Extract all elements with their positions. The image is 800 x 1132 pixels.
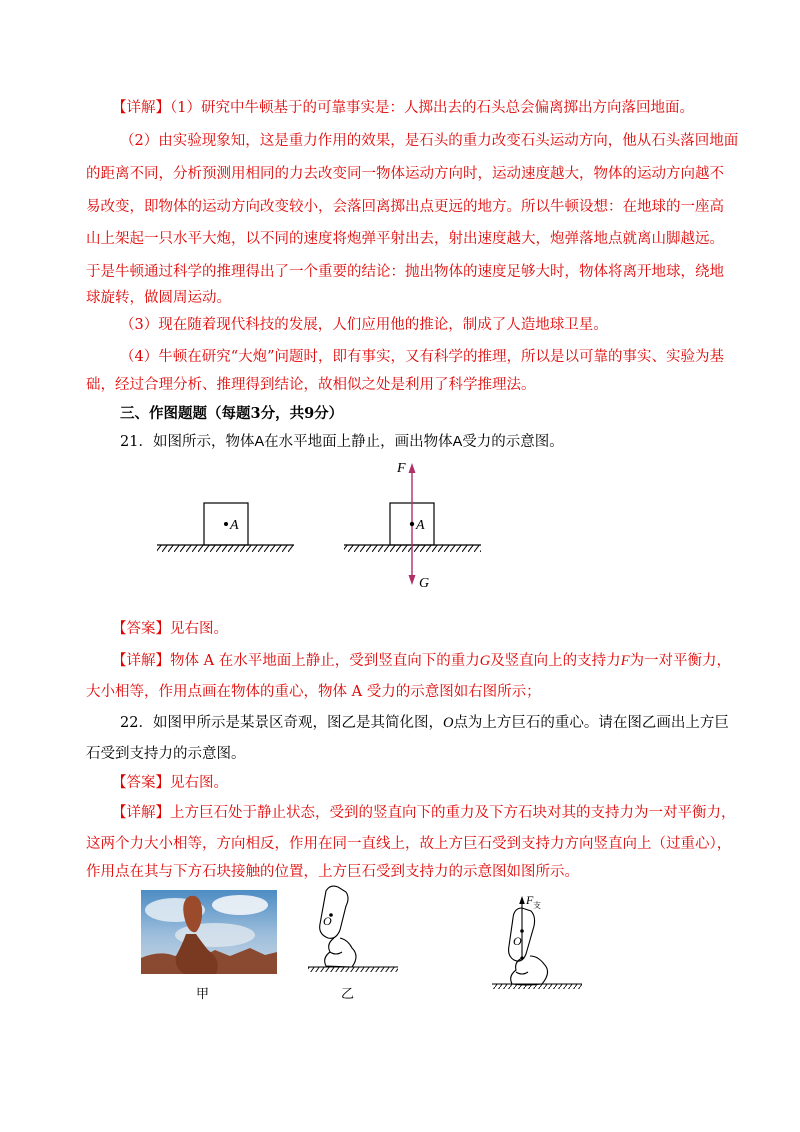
photo-cloud xyxy=(212,895,268,915)
q20-detail-line-5: 山上架起一只水平大炮，以不同的速度将炮弹平射出去，射出速度越大，炮弹落地点就离山脚越远。 xyxy=(86,231,724,247)
q22-detail-line-2: 这两个力大小相等，方向相反，作用在同一直线上，故上方巨石受到支持力方向竖直向上（过重心）， xyxy=(86,836,732,852)
label-F: F xyxy=(526,893,534,907)
q22-stem-line-2: 石受到支持力的示意图。 xyxy=(86,746,246,762)
detail-tag: 【详解】 xyxy=(112,653,170,669)
q21-stem-part: 在水平地面上静止，画出物体 xyxy=(264,434,453,450)
section-title: 三、作图题题（每题3分，共9分） xyxy=(120,405,344,422)
q21-stem-part: 21．如图所示，物体 xyxy=(120,434,255,450)
detail-text: 为一对平衡力， xyxy=(629,653,732,669)
ground-hatch xyxy=(308,967,398,972)
upper-rock-outline xyxy=(320,886,348,938)
answer-text: 见右图。 xyxy=(170,621,228,637)
detail-tag: 【详解】 xyxy=(112,805,170,821)
ground-hatch xyxy=(492,984,582,989)
answer-text: 见右图。 xyxy=(170,775,228,791)
q20-detail-line-7: 球旋转，做圆周运动。 xyxy=(86,290,231,306)
q20-detail-line-10: 础，经过合理分析、推理得到结论，故相似之处是利用了科学推理法。 xyxy=(86,377,536,393)
balanced-rock-photo xyxy=(141,890,277,974)
answer-tag: 【答案】 xyxy=(112,621,170,637)
symbol-G: G xyxy=(479,653,491,669)
arrowhead-up-icon xyxy=(519,896,525,904)
rock-detail-line xyxy=(330,952,342,954)
detail-text: 及竖直向上的支持力 xyxy=(490,653,621,669)
label-A: A xyxy=(416,518,425,533)
q20-detail-line-3: 的距离不同，分析预测用相同的力去改变同一物体运动方向时，运动速度越大，物体的运动方向越不 xyxy=(86,166,724,182)
q20-detail-line-9: （4）牛顿在研究“大炮”问题时，即有事实，又有科学的推理，所以是以可靠的事实、实验为基 xyxy=(120,349,725,365)
detail-text: （1）研究中牛顿基于的可靠事实是：人掷出去的石头总会偏离掷出方向落回地面。 xyxy=(170,100,694,116)
q20-detail-line-8: （3）现在随着现代科技的发展，人们应用他的推论，制成了人造地球卫星。 xyxy=(120,317,608,333)
q21-detail-line-2: 大小相等，作用点画在物体的重心，物体 A 受力的示意图如右图所示； xyxy=(86,684,541,700)
symbol-F: F xyxy=(620,653,630,669)
label-A: A xyxy=(230,518,239,533)
label-O: O xyxy=(513,934,522,948)
q20-detail-line-6: 于是牛顿通过科学的推理得出了一个重要的结论：抛出物体的速度足够大时，物体将离开地球，绕地 xyxy=(86,264,724,280)
q21-object-label: A xyxy=(452,434,463,450)
q20-detail-line-4: 易改变，即物体的运动方向改变较小，会落回离掷出点更远的地方。所以牛顿设想：在地球的一座高 xyxy=(86,199,724,215)
q21-object-label: A xyxy=(254,434,265,450)
label-F-subscript: 支 xyxy=(533,901,541,910)
detail-text: 物体 A 在水平地面上静止，受到竖直向下的重力 xyxy=(170,653,480,669)
q22-stem-part: 点为上方巨石的重心。请在图乙画出上方巨 xyxy=(453,715,729,731)
symbol-O: O xyxy=(442,715,454,731)
center-dot xyxy=(520,929,524,933)
caption-jia: 甲 xyxy=(196,986,210,1001)
answer-tag: 【答案】 xyxy=(112,775,170,791)
contact-point-dot xyxy=(520,956,523,959)
detail-tag: 【详解】 xyxy=(112,100,170,116)
detail-text: 上方巨石处于静止状态，受到的竖直向下的重力及下方石块对其的支持力为一对平衡力， xyxy=(170,805,736,821)
q22-detail-line-3: 作用点在其与下方石块接触的位置，上方巨石受到支持力的示意图如图所示。 xyxy=(86,864,579,880)
label-F: F xyxy=(397,461,406,476)
q20-detail-line-2: （2）由实验现象知，这是重力作用的效果，是石头的重力改变石头运动方向，他从石头落回地面 xyxy=(120,133,739,149)
q21-stem-part: 受力的示意图。 xyxy=(462,434,564,450)
q22-stem-part: 22．如图甲所示是某景区奇观，图乙是其简化图， xyxy=(120,715,443,731)
label-O: O xyxy=(323,914,332,928)
rock-detail-line xyxy=(516,972,528,974)
caption-yi: 乙 xyxy=(341,986,355,1001)
label-G: G xyxy=(419,576,430,591)
